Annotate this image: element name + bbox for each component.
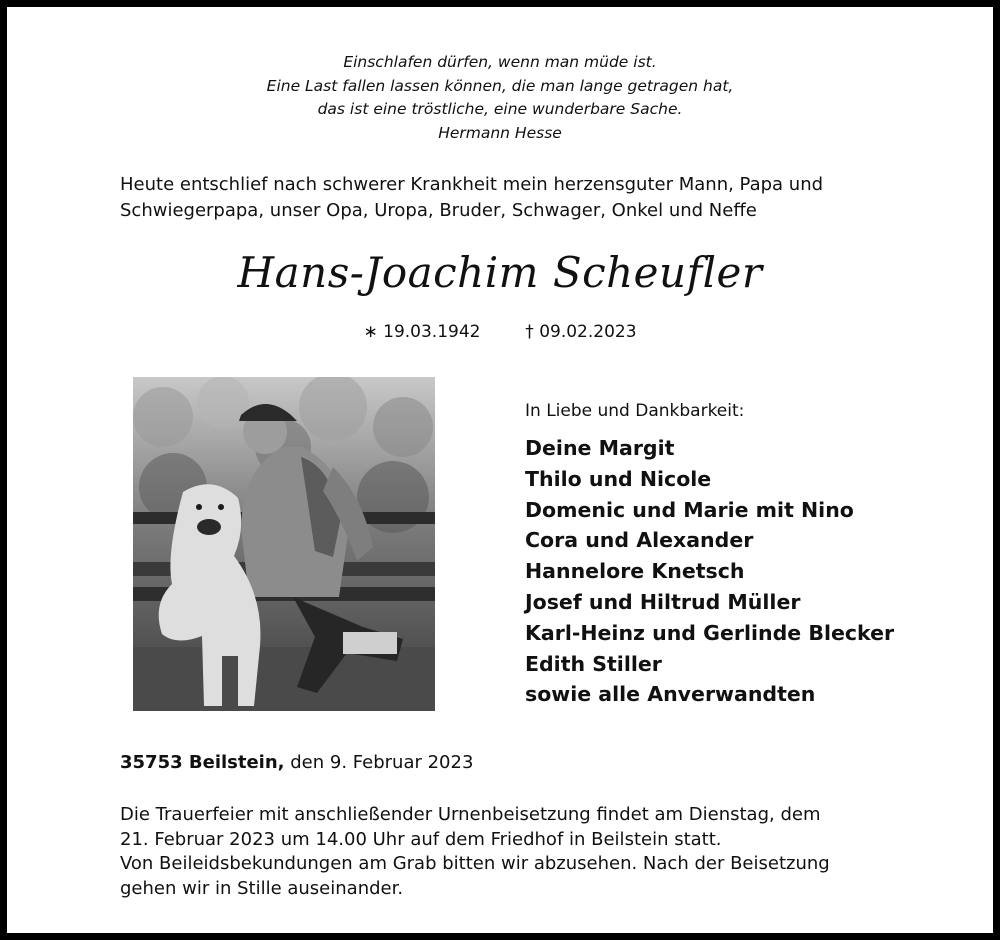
death-date: 09.02.2023 <box>539 322 637 342</box>
notice-date: den 9. Februar 2023 <box>290 752 474 773</box>
service-line: Die Trauerfeier mit anschließender Urnenbeisetzung findet am Dienstag, dem <box>120 804 821 825</box>
life-dates <box>7 320 993 344</box>
mourner-name: Thilo und Nicole <box>525 466 712 491</box>
place-and-date <box>120 750 473 776</box>
mourners-list <box>525 433 965 710</box>
death-cross-icon: † <box>525 322 534 342</box>
quote-line: das ist eine tröstliche, eine wunderbare Sache. <box>317 100 683 118</box>
service-line: 21. Februar 2023 um 14.00 Uhr auf dem Friedhof in Beilstein statt. <box>120 828 722 850</box>
birth-date: 19.03.1942 <box>383 322 481 342</box>
quote-line: Eine Last fallen lassen können, die man lange getragen hat, <box>266 76 734 95</box>
mourner-name: Deine Margit <box>525 436 675 460</box>
mourner-name: Hannelore Knetsch <box>525 559 745 584</box>
poem-quote <box>7 51 993 145</box>
intro-line: Schwiegerpapa, unser Opa, Uropa, Bruder, Schwager, Onkel und Neffe <box>120 200 757 221</box>
service-line: gehen wir in Stille auseinander. <box>120 877 404 899</box>
funeral-service-info <box>120 803 920 901</box>
mourners-block <box>525 398 965 710</box>
mourner-name: Domenic und Marie mit Nino <box>525 497 854 522</box>
birth-star-icon: ∗ <box>363 322 378 342</box>
intro-line: Heute entschlief nach schwerer Krankheit mein herzensguter Mann, Papa und <box>120 174 824 195</box>
mourner-name: Karl-Heinz und Gerlinde Blecker <box>525 620 895 645</box>
mourner-name: sowie alle Anverwandten <box>525 682 816 707</box>
mourner-name: Cora und Alexander <box>525 528 754 553</box>
service-line: Von Beileidsbekundungen am Grab bitten wir abzusehen. Nach der Beisetzung <box>120 853 830 874</box>
mourner-name: Josef und Hiltrud Müller <box>525 589 801 614</box>
portrait-photo <box>133 377 435 711</box>
quote-line: Einschlafen dürfen, wenn man müde ist. <box>343 53 657 71</box>
mourners-heading: In Liebe und Dankbarkeit: <box>525 401 745 421</box>
portrait-photo-illustration <box>133 377 435 711</box>
intro-text <box>120 172 900 224</box>
mourner-name: Edith Stiller <box>525 651 662 676</box>
place-name: 35753 Beilstein, <box>120 752 285 773</box>
quote-author: Hermann Hesse <box>438 123 562 142</box>
deceased-name: Hans-Joachim Scheufler <box>237 248 763 297</box>
